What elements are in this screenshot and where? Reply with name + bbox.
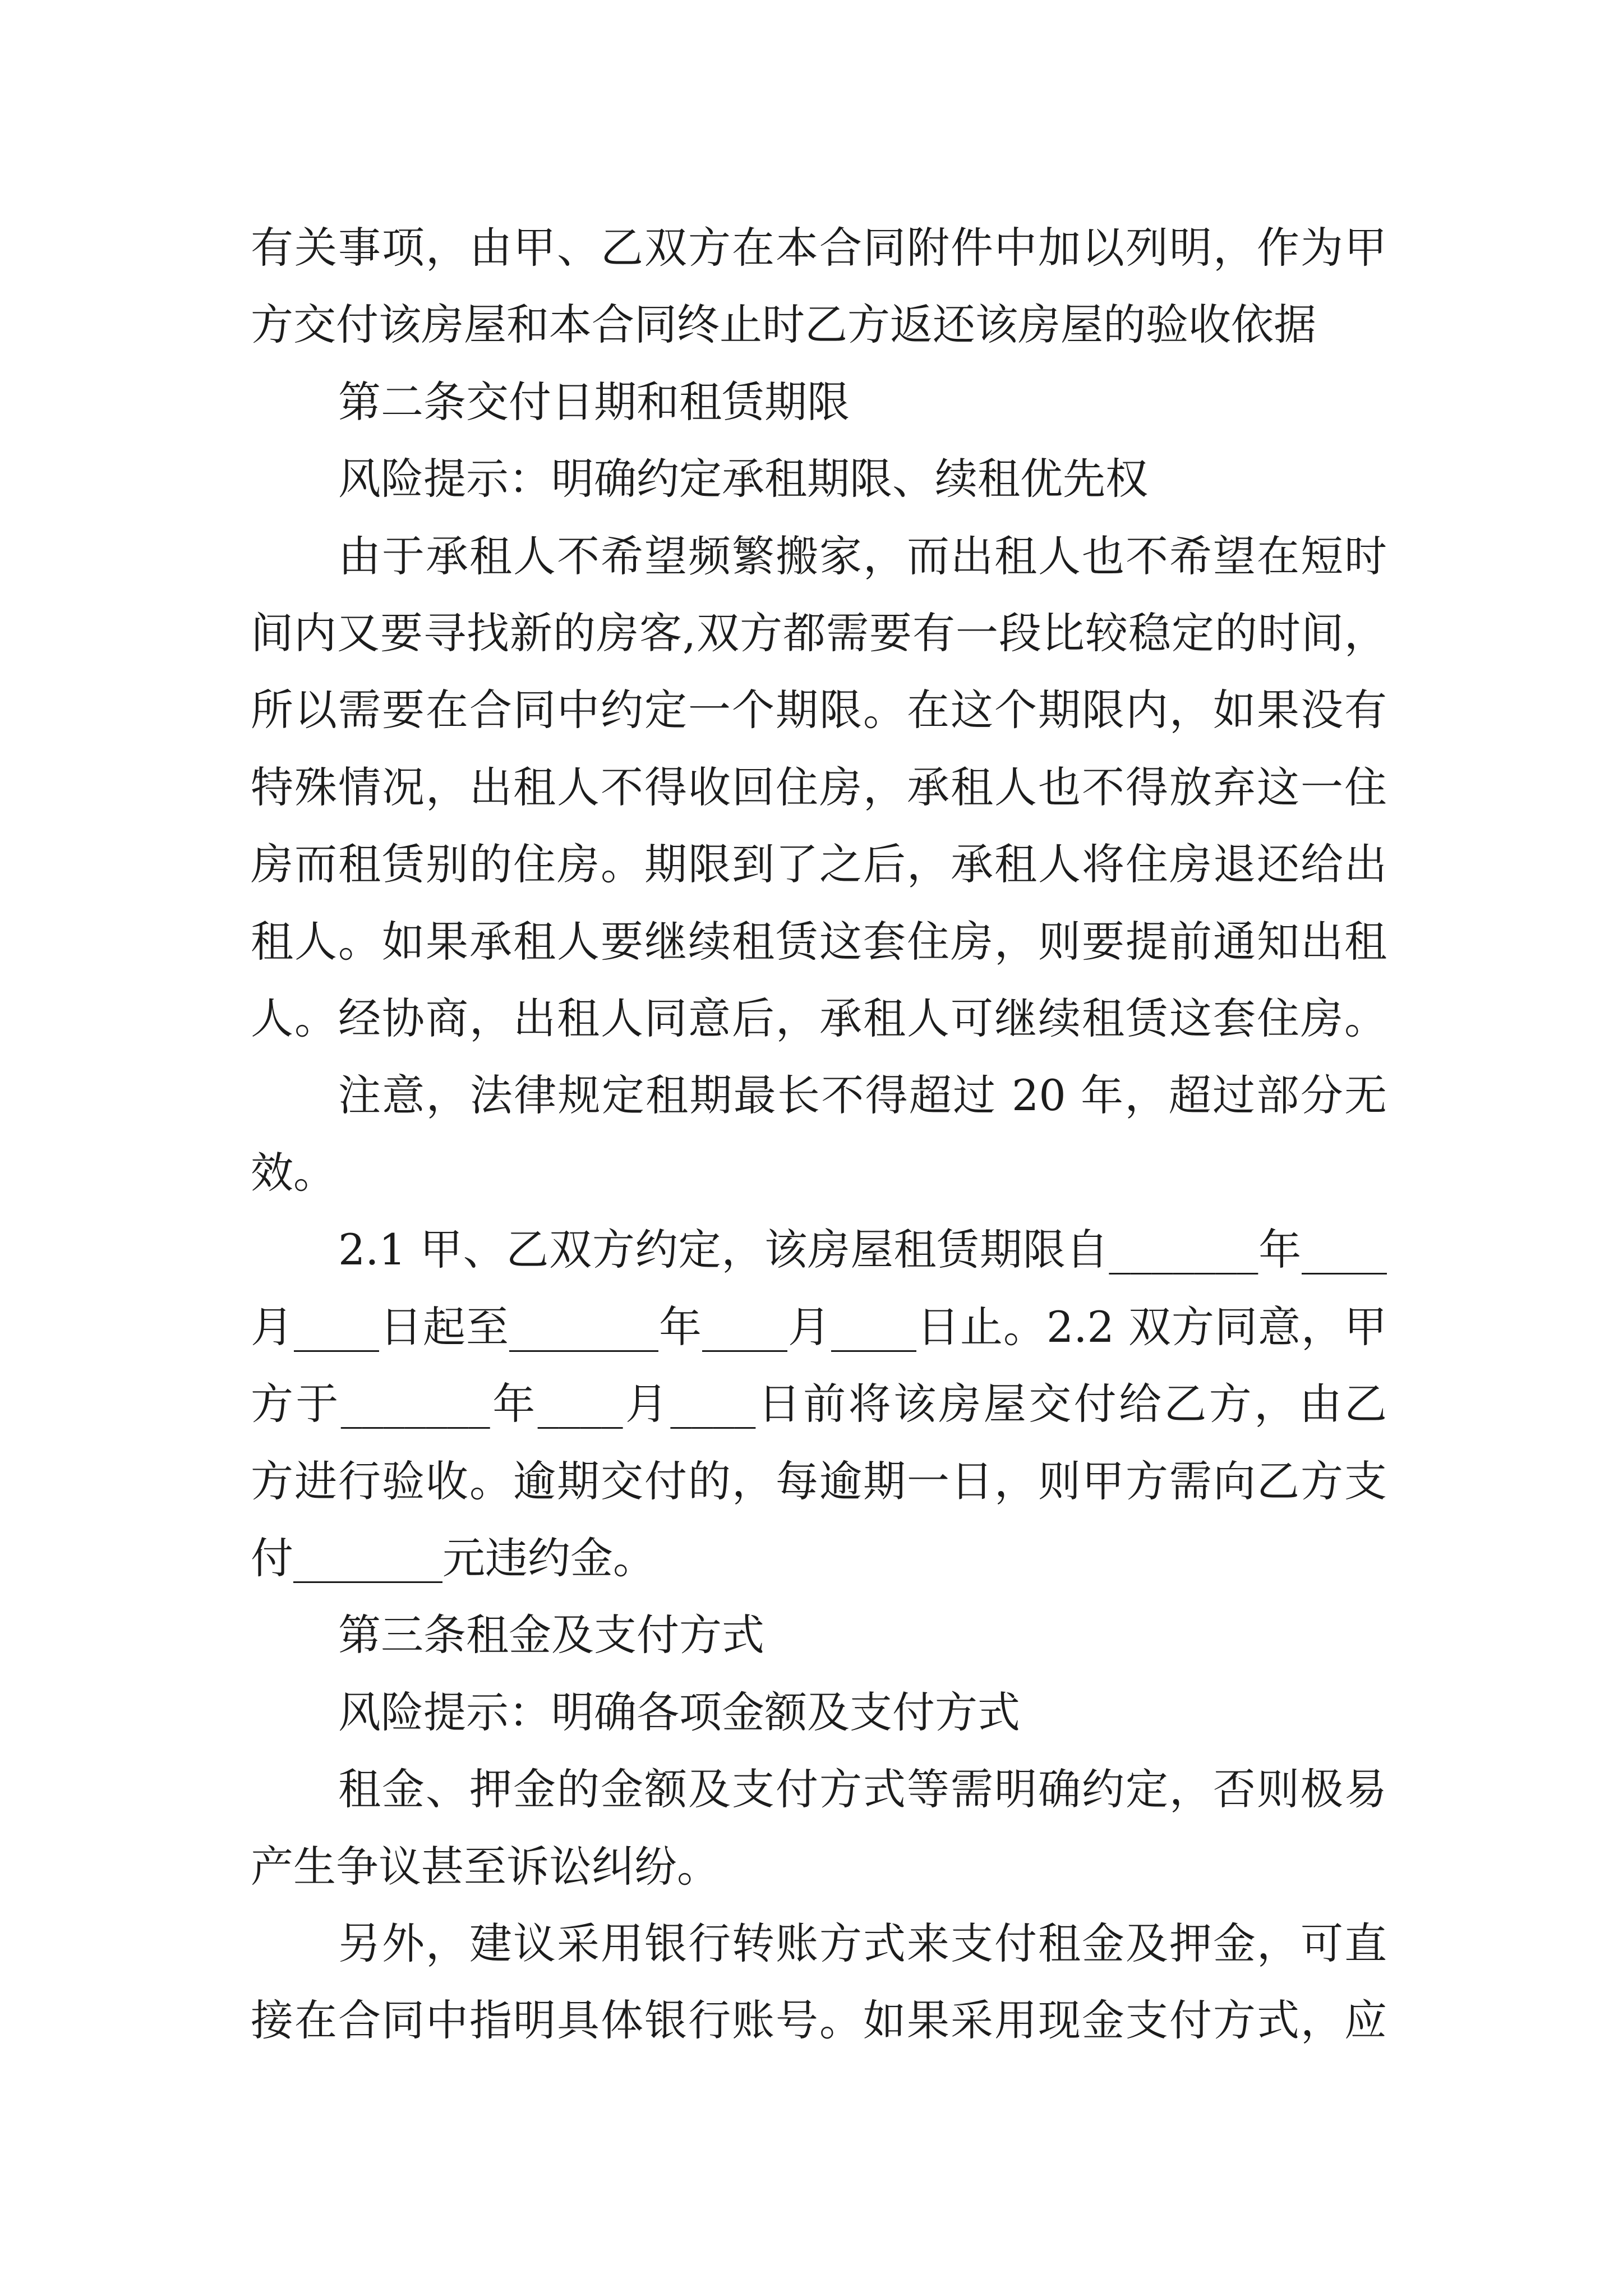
text-line: 注意，法律规定租期最长不得超过 20 年，超过部分无 <box>338 1070 1387 1121</box>
clause-2-1-2-2 <box>251 1211 1387 1596</box>
article-2-explanation <box>251 518 1387 1057</box>
text-line: 特殊情况，出租人不得收回住房，承租人也不得放弃这一住 <box>251 762 1387 812</box>
text-line: 房而租赁别的住房。期限到了之后，承租人将住房退还给出 <box>251 839 1387 890</box>
bank-transfer-advice <box>251 1905 1387 2059</box>
text-line: 有关事项，由甲、乙双方在本合同附件中加以列明，作为甲 <box>251 223 1387 273</box>
text-line: 风险提示：明确约定承租期限、续租优先权 <box>338 454 1148 504</box>
text-line: 接在合同中指明具体银行账号。如果采用现金支付方式，应 <box>251 1995 1387 2046</box>
text-line: 间内又要寻找新的房客,双方都需要有一段比较稳定的时间， <box>251 608 1387 659</box>
text-line: 人。经协商，出租人同意后，承租人可继续租赁这套住房。 <box>251 993 1387 1044</box>
article-3-risk-tip <box>251 1674 1387 1751</box>
article-2-risk-tip <box>251 440 1387 517</box>
article-3-explanation <box>251 1751 1387 1905</box>
text-line: 第二条交付日期和租赁期限 <box>338 376 850 427</box>
text-line: 2.1 甲、乙双方约定，该房屋租赁期限自_______年____ <box>338 1225 1387 1275</box>
text-line: 由于承租人不希望频繁搬家，而出租人也不希望在短时 <box>338 531 1387 581</box>
text-line: 方进行验收。逾期交付的，每逾期一日，则甲方需向乙方支 <box>251 1456 1387 1506</box>
text-line: 方交付该房屋和本合同终止时乙方返还该房屋的验收依据 <box>251 300 1316 350</box>
text-line: 付_______元违约金。 <box>251 1533 656 1583</box>
article-2-heading <box>251 364 1387 440</box>
lease-term-limit-note <box>251 1057 1387 1211</box>
text-line: 租人。如果承租人要继续租赁这套住房，则要提前通知出租 <box>251 916 1387 967</box>
appendix-clause-paragraph <box>251 209 1387 364</box>
text-line: 方于_______年____月____日前将该房屋交付给乙方，由乙 <box>251 1379 1387 1429</box>
article-3-heading <box>251 1596 1387 1673</box>
text-line: 另外，建议采用银行转账方式来支付租金及押金，可直 <box>338 1918 1387 1968</box>
text-line: 租金、押金的金额及支付方式等需明确约定，否则极易 <box>338 1764 1387 1815</box>
text-line: 第三条租金及支付方式 <box>338 1610 764 1660</box>
text-line: 所以需要在合同中约定一个期限。在这个期限内，如果没有 <box>251 685 1387 735</box>
text-line: 效。 <box>251 1147 336 1198</box>
document-body <box>251 209 1387 2059</box>
text-line: 月____日起至_______年____月____日止。2.2 双方同意，甲 <box>251 1301 1387 1352</box>
text-line: 产生争议甚至诉讼纠纷。 <box>251 1841 720 1892</box>
text-line: 风险提示：明确各项金额及支付方式 <box>338 1687 1020 1737</box>
